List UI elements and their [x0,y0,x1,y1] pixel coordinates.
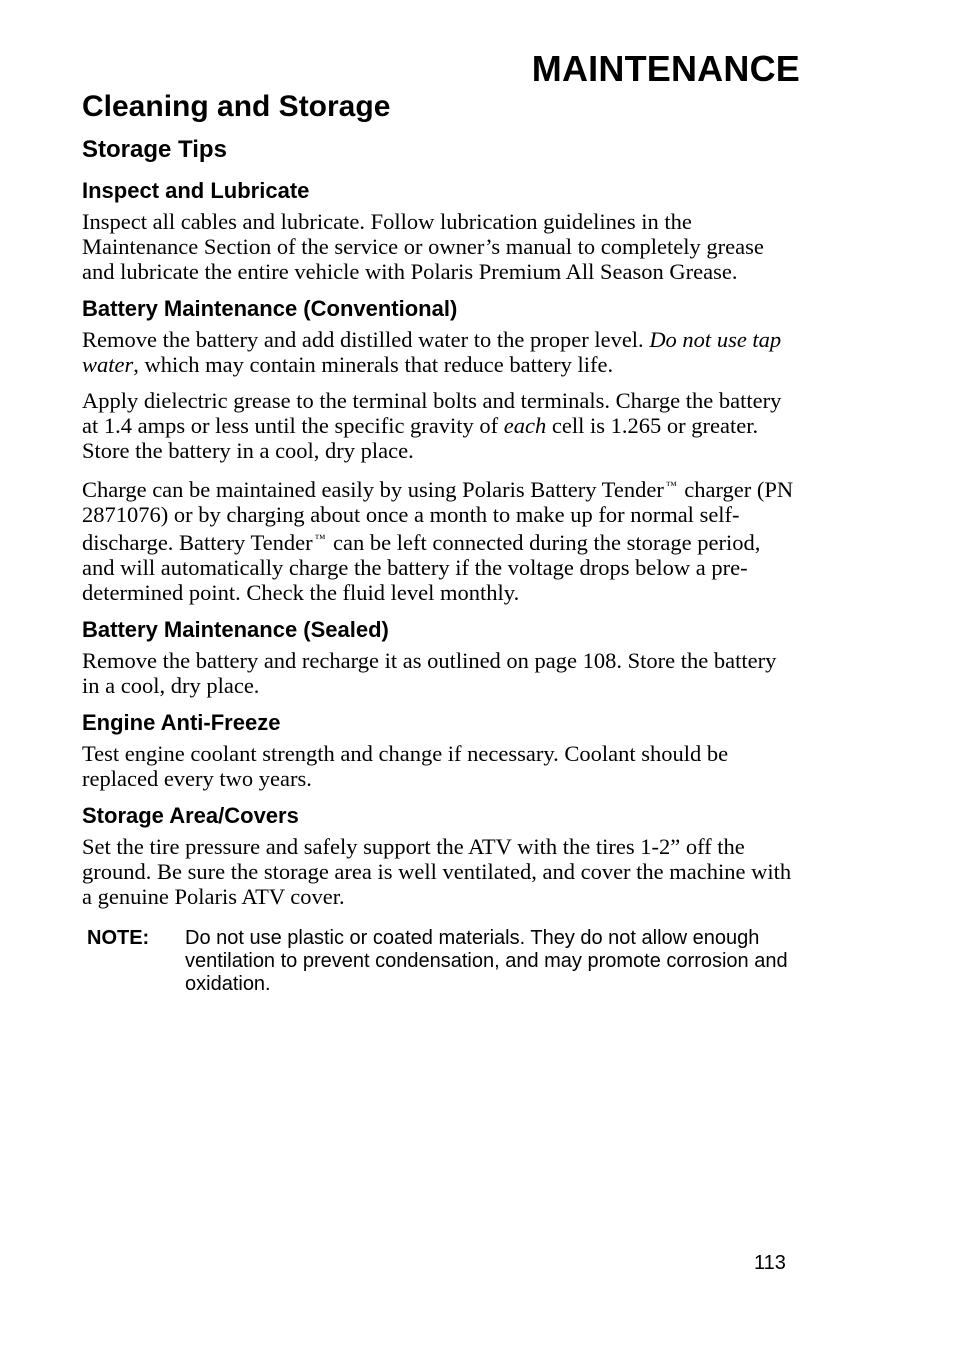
paragraph [82,388,798,463]
paragraph: Set the tire pressure and safely support the ATV with the tires 1-2” off the ground. Be sure the storage area is well ventilated, and cover the machine with a genuine Polaris ATV cover. [82,834,792,909]
trademark-symbol: ™ [314,533,326,545]
note [82,927,798,996]
page-title: Cleaning and Storage [82,90,391,123]
emphasis: each [503,413,547,438]
section-heading: Inspect and Lubricate [82,178,310,203]
text-run: can be left connected during the storage period, and will automatically charge the battery if the voltage drops below a pre-determined point. Check the fluid level monthly. [82,530,761,605]
text-run: Charge can be maintained easily by using Polaris Battery Tender [82,477,664,502]
text-run: charger (PN 2871076) or by charging about once a month to make up for normal self-discharge. Battery Tender [82,477,794,555]
section-heading: Engine Anti-Freeze [82,710,281,735]
page-header: MAINTENANCE [531,48,800,89]
note-text: Do not use plastic or coated materials. They do not allow enough ventilation to prevent condensation, and may promote corrosion and oxidation. [185,927,788,995]
content [82,88,798,996]
section-heading: Battery Maintenance (Conventional) [82,296,458,321]
trademark-symbol: ™ [665,480,677,492]
text-run: Remove the battery and add distilled water to the proper level. [82,327,650,352]
paragraph: Inspect all cables and lubricate. Follow lubrication guidelines in the Maintenance Section of the service or owner’s manual to completely grease and lubricate the entire vehicle with Polaris Premium All Season Grease. [82,209,764,284]
section-inspect-lubricate [82,177,798,284]
paragraph [82,327,798,377]
section-battery-sealed [82,616,798,698]
text-run: Apply dielectric grease to the terminal bolts and terminals. Charge the battery at 1.4 amps or less until the specific gravity of [82,388,782,438]
paragraph: Test engine coolant strength and change if necessary. Coolant should be replaced every two years. [82,741,729,791]
section-battery-conventional [82,295,798,605]
paragraph [82,474,798,605]
section-storage-area-covers [82,802,798,909]
text-run: cell is 1.265 or greater. Store the battery in a cool, dry place. [82,413,759,463]
note-label: NOTE: [87,927,150,949]
paragraph: Remove the battery and recharge it as outlined on page 108. Store the battery in a cool, dry place. [82,648,777,698]
section-heading: Battery Maintenance (Sealed) [82,617,389,642]
text-run: , which may contain minerals that reduce battery life. [133,352,614,377]
emphasis: Do not use tap water [82,327,782,377]
page-number: 113 [754,1252,786,1274]
section-heading: Storage Area/Covers [82,803,299,828]
section-engine-antifreeze [82,709,798,791]
page-subtitle: Storage Tips [82,136,227,163]
